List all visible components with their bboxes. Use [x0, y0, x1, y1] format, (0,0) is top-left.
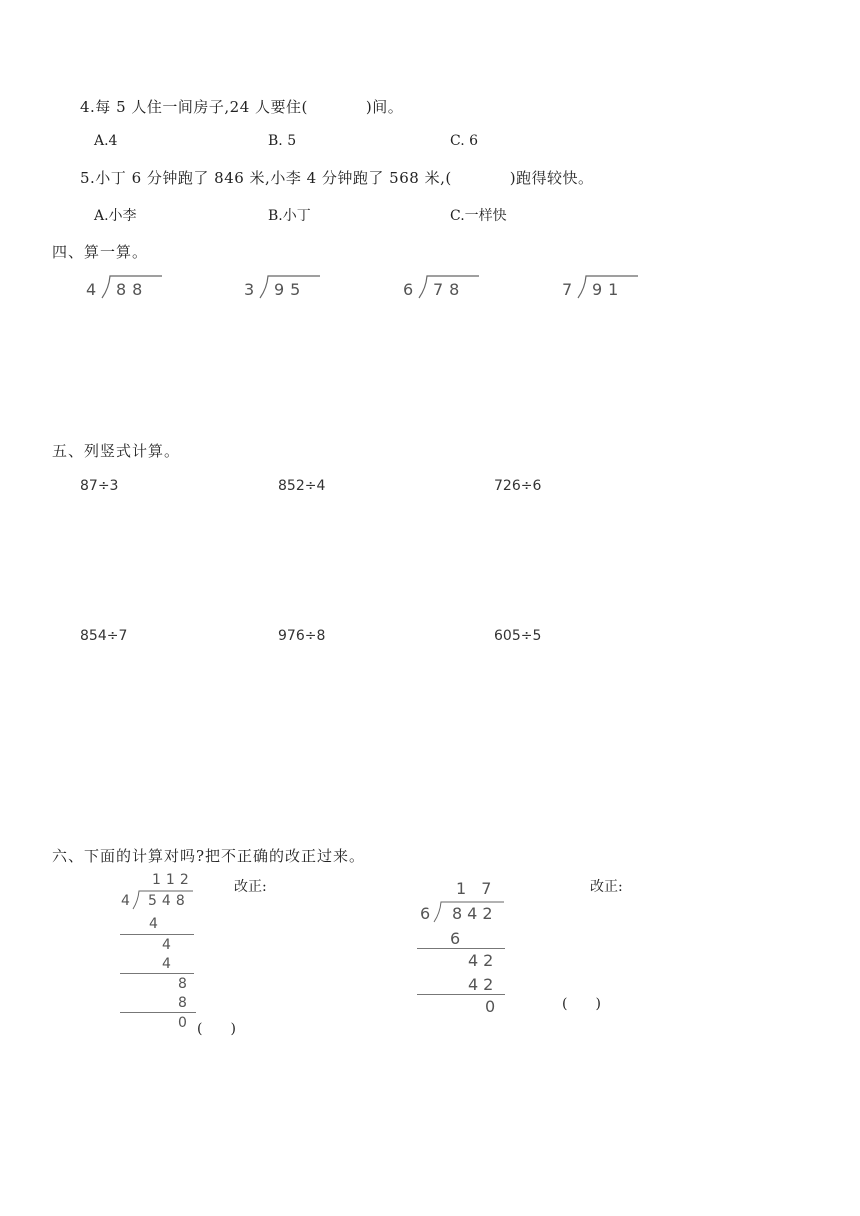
dividend: 91	[592, 280, 625, 299]
vertical-calc-1: 87÷3	[80, 478, 119, 494]
question-4	[80, 96, 403, 117]
step: 8	[178, 976, 192, 992]
step: 6	[450, 929, 466, 948]
q4-option-a[interactable]: A.4	[94, 133, 118, 149]
q4-option-b[interactable]: B. 5	[268, 133, 297, 149]
dividend: 548	[148, 893, 190, 909]
correction-label-1: 改正:	[234, 879, 267, 895]
section-6-title: 六、下面的计算对吗?把不正确的改正过来。	[52, 847, 366, 865]
dividend: 95	[274, 280, 307, 299]
q4-option-c[interactable]: C. 6	[450, 133, 479, 149]
divider	[417, 994, 505, 995]
step: 4	[149, 916, 163, 932]
question-4-text: 4.每 5 人住一间房子,24 人要住(	[80, 98, 308, 116]
question-5-suffix: )跑得较快。	[509, 169, 594, 187]
judge-parentheses[interactable]: ( )	[197, 1021, 236, 1037]
step: 42	[468, 951, 499, 970]
vertical-calc-6: 605÷5	[494, 628, 542, 644]
q5-option-c[interactable]: C.一样快	[450, 208, 507, 224]
q5-option-b[interactable]: B.小丁	[268, 208, 311, 224]
quotient: 112	[152, 872, 194, 888]
long-division-2	[244, 276, 324, 302]
vertical-calc-5: 976÷8	[278, 628, 326, 644]
dividend: 88	[116, 280, 149, 299]
question-5	[80, 167, 594, 188]
vertical-calc-3: 726÷6	[494, 478, 542, 494]
quotient: 1 7	[456, 879, 497, 898]
dividend: 78	[433, 280, 466, 299]
step: 0	[178, 1015, 192, 1031]
long-division-1	[86, 276, 166, 302]
divisor: 4	[86, 280, 97, 299]
vertical-calc-2: 852÷4	[278, 478, 326, 494]
long-division-4	[562, 276, 642, 302]
section-5-title: 五、列竖式计算。	[52, 442, 181, 460]
step: 4	[162, 937, 176, 953]
dividend: 842	[452, 904, 498, 923]
question-4-suffix: )间。	[365, 98, 404, 116]
step: 42	[468, 975, 499, 994]
divider	[120, 934, 194, 935]
divisor: 6	[403, 280, 414, 299]
vertical-calc-4: 854÷7	[80, 628, 128, 644]
long-division-3	[403, 276, 483, 302]
step: 0	[485, 997, 501, 1016]
divider	[120, 973, 194, 974]
judge-parentheses[interactable]: ( )	[562, 996, 601, 1012]
divider	[417, 948, 505, 949]
step: 8	[178, 995, 192, 1011]
divisor: 6	[420, 904, 436, 923]
divisor: 3	[244, 280, 255, 299]
divisor: 4	[121, 893, 135, 909]
section-4-title: 四、算一算。	[52, 243, 149, 261]
step: 4	[162, 956, 176, 972]
divider	[120, 1012, 196, 1013]
q5-option-a[interactable]: A.小李	[94, 208, 137, 224]
correction-label-2: 改正:	[590, 879, 623, 895]
divisor: 7	[562, 280, 573, 299]
question-5-text: 5.小丁 6 分钟跑了 846 米,小李 4 分钟跑了 568 米,(	[80, 169, 452, 187]
